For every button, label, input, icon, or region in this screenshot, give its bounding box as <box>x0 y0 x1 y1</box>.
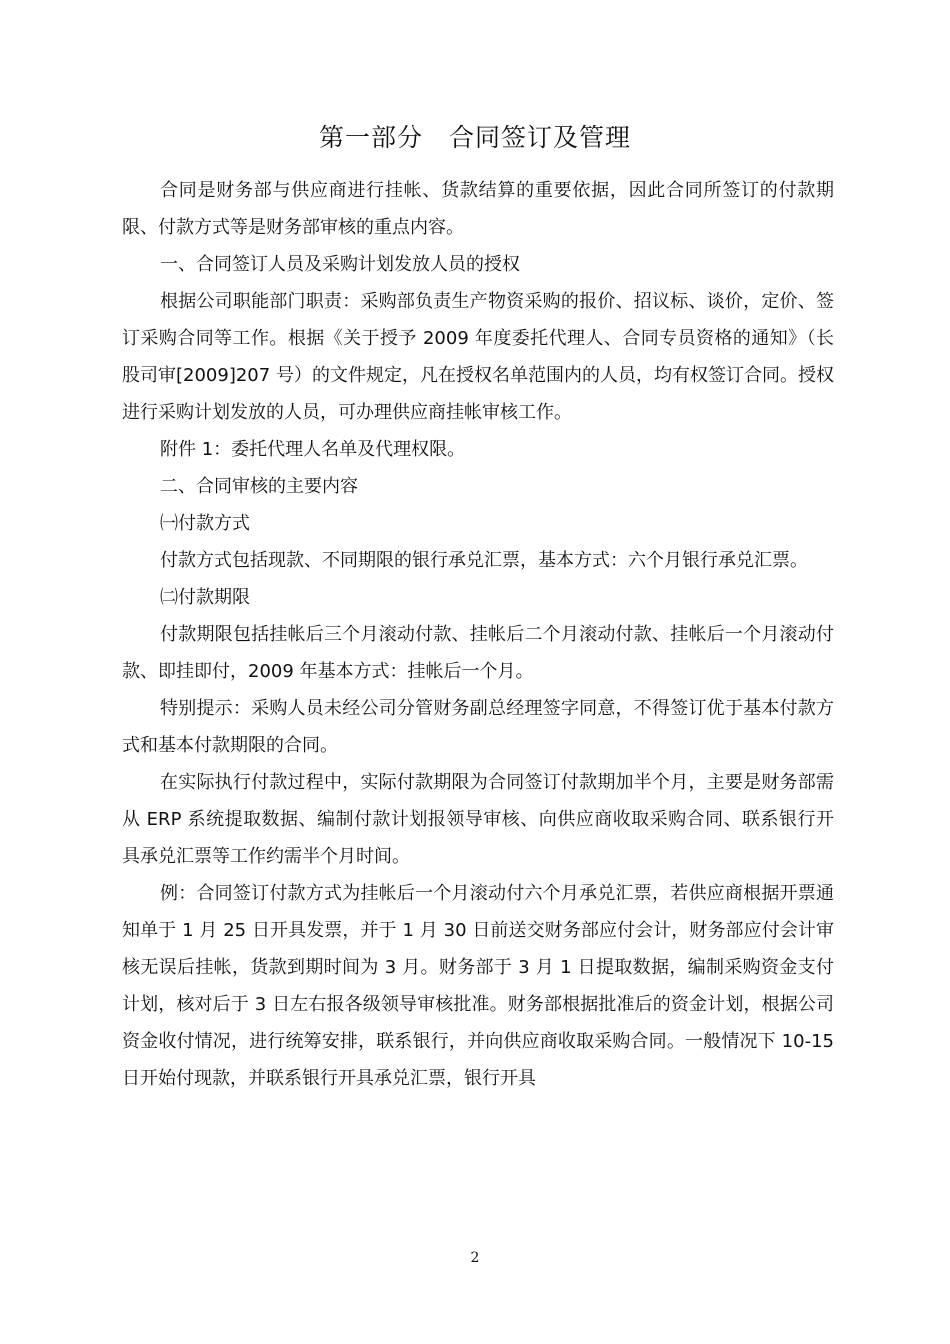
paragraph-execution: 在实际执行付款过程中，实际付款期限为合同签订付款期加半个月，主要是财务部需从 ERP 系统提取数据、编制付款计划报领导审核、向供应商收取采购合同、联系银行开具承兑汇票等工作约需半个月时间。 <box>122 772 834 867</box>
subheading-payment-method: ㈠付款方式 <box>160 513 250 534</box>
document-body <box>122 172 834 1097</box>
section-heading-review: 二、合同审核的主要内容 <box>160 476 358 497</box>
section-heading-authorization: 一、合同签订人员及采购计划发放人员的授权 <box>160 254 520 275</box>
paragraph-intro: 合同是财务部与供应商进行挂帐、货款结算的重要依据，因此合同所签订的付款期限、付款方式等是财务部审核的重点内容。 <box>122 180 834 238</box>
paragraph-special-note: 特别提示：采购人员未经公司分管财务副总经理签字同意，不得签订优于基本付款方式和基本付款期限的合同。 <box>122 698 834 756</box>
paragraph-payment-term: 付款期限包括挂帐后三个月滚动付款、挂帐后二个月滚动付款、挂帐后一个月滚动付款、即挂即付，2009 年基本方式：挂帐后一个月。 <box>122 624 834 682</box>
page-title: 第一部分 合同签订及管理 <box>318 123 631 152</box>
paragraph-attachment: 附件 1：委托代理人名单及代理权限。 <box>160 439 466 460</box>
paragraph-example: 例：合同签订付款方式为挂帐后一个月滚动付六个月承兑汇票，若供应商根据开票通知单于 1 月 25 日开具发票，并于 1 月 30 日前送交财务部应付会计，财务部应付会计审核无误后挂帐，货款到期时间为 3 月。财务部于 3 月 1 日提取数据，编制采购资金支付计划，核对后于 3 日左右报各级领导审核批准。财务部根据批准后的资金计划，根据公司资金收付情况，进行统筹安排，联系银行，并向供应商收取采购合同。一般情况下 10-15 日开始付现款，并联系银行开具承兑汇票，银行开具 <box>122 883 834 1089</box>
paragraph-authorization: 根据公司职能部门职责：采购部负责生产物资采购的报价、招议标、谈价，定价、签订采购合同等工作。根据《关于授予 2009 年度委托代理人、合同专员资格的通知》（长股司审[2009]207 号）的文件规定，凡在授权名单范围内的人员，均有权签订合同。授权进行采购计划发放的人员，可办理供应商挂帐审核工作。 <box>122 291 834 423</box>
paragraph-payment-method: 付款方式包括现款、不同期限的银行承兑汇票，基本方式：六个月银行承兑汇票。 <box>160 550 808 571</box>
subheading-payment-term: ㈡付款期限 <box>160 587 250 608</box>
page-number: 2 <box>470 1250 480 1266</box>
